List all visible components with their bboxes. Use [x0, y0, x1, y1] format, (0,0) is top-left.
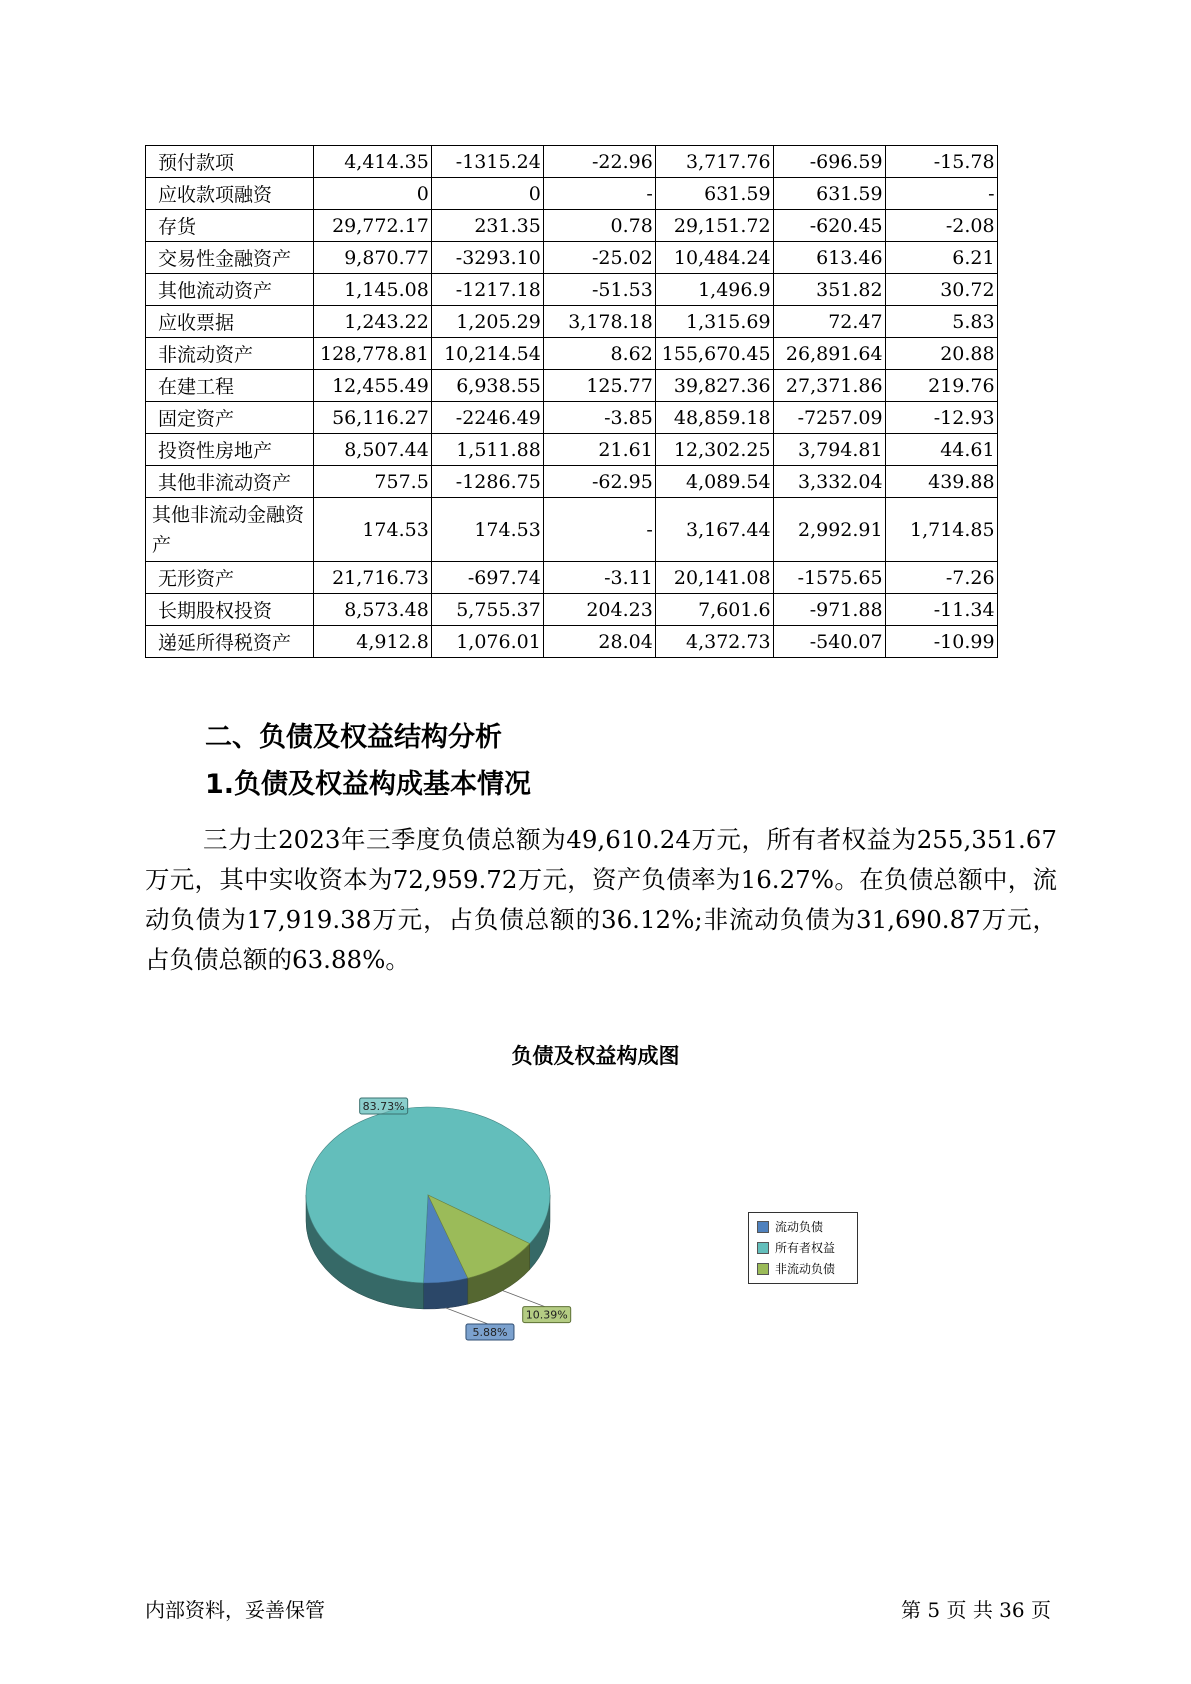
row-label: 应收票据: [146, 306, 314, 338]
table-cell: 631.59: [655, 178, 773, 210]
table-cell: 174.53: [431, 498, 543, 562]
table-row: [146, 402, 998, 434]
table-cell: -62.95: [543, 466, 655, 498]
table-cell: 20.88: [885, 338, 997, 370]
legend-swatch: [757, 1263, 769, 1275]
table-row: [146, 562, 998, 594]
table-cell: 4,414.35: [314, 146, 432, 178]
table-cell: 231.35: [431, 210, 543, 242]
row-label: 其他流动资产: [146, 274, 314, 306]
table-cell: 39,827.36: [655, 370, 773, 402]
table-cell: 56,116.27: [314, 402, 432, 434]
label-leader-line: [503, 1291, 545, 1307]
table-cell: 29,772.17: [314, 210, 432, 242]
table-cell: -11.34: [885, 594, 997, 626]
table-cell: 5.83: [885, 306, 997, 338]
body-paragraph: 三力士2023年三季度负债总额为49,610.24万元，所有者权益为255,351.67万元，其中实收资本为72,959.72万元，资产负债率为16.27%。在负债总额中，流动负债为17,919.38万元，占负债总额的36.12%;非流动负债为31,690.87万元，占负债总额的63.88%。: [145, 825, 1057, 974]
table-cell: 4,912.8: [314, 626, 432, 658]
table-cell: 3,717.76: [655, 146, 773, 178]
table-cell: 7,601.6: [655, 594, 773, 626]
table-cell: 3,332.04: [773, 466, 885, 498]
table-cell: -1315.24: [431, 146, 543, 178]
footer-note: 内部资料，妥善保管: [145, 1598, 325, 1622]
table-cell: 204.23: [543, 594, 655, 626]
legend-item: [757, 1258, 857, 1279]
table-cell: 1,243.22: [314, 306, 432, 338]
table-cell: 1,511.88: [431, 434, 543, 466]
table-cell: 29,151.72: [655, 210, 773, 242]
table-cell: 0: [431, 178, 543, 210]
row-label: 其他非流动资产: [146, 466, 314, 498]
table-cell: 28.04: [543, 626, 655, 658]
table-cell: 1,714.85: [885, 498, 997, 562]
table-cell: 1,076.01: [431, 626, 543, 658]
table-cell: 4,372.73: [655, 626, 773, 658]
table-cell: 613.46: [773, 242, 885, 274]
table-cell: 10,214.54: [431, 338, 543, 370]
table-cell: 9,870.77: [314, 242, 432, 274]
table-cell: 12,455.49: [314, 370, 432, 402]
table-row: [146, 338, 998, 370]
table-cell: -7257.09: [773, 402, 885, 434]
row-label: 长期股权投资: [146, 594, 314, 626]
table-cell: 351.82: [773, 274, 885, 306]
table-row: [146, 370, 998, 402]
table-row: [146, 274, 998, 306]
table-cell: 8,507.44: [314, 434, 432, 466]
table-cell: 30.72: [885, 274, 997, 306]
section-heading: 二、负债及权益结构分析: [205, 722, 502, 753]
table-cell: -2.08: [885, 210, 997, 242]
table-cell: 219.76: [885, 370, 997, 402]
label-leader-line: [446, 1308, 488, 1324]
table-cell: 4,089.54: [655, 466, 773, 498]
table-cell: 0: [314, 178, 432, 210]
table-cell: -: [543, 178, 655, 210]
table-cell: 10,484.24: [655, 242, 773, 274]
table-cell: 1,315.69: [655, 306, 773, 338]
data-label: 5.88%: [472, 1326, 508, 1340]
chart-title: 负债及权益构成图: [511, 1044, 680, 1068]
table-cell: 12,302.25: [655, 434, 773, 466]
row-label: 其他非流动金融资产: [146, 498, 314, 562]
table-cell: -2246.49: [431, 402, 543, 434]
legend-swatch: [757, 1221, 769, 1233]
table-cell: 21.61: [543, 434, 655, 466]
table-cell: -540.07: [773, 626, 885, 658]
table-row: [146, 466, 998, 498]
table-cell: -3.85: [543, 402, 655, 434]
table-cell: 26,891.64: [773, 338, 885, 370]
table-cell: 3,167.44: [655, 498, 773, 562]
table-cell: -1286.75: [431, 466, 543, 498]
row-label: 交易性金融资产: [146, 242, 314, 274]
row-label: 投资性房地产: [146, 434, 314, 466]
pie-chart: [290, 1090, 568, 1340]
data-label: 83.73%: [362, 1100, 405, 1113]
legend-swatch: [757, 1242, 769, 1254]
data-label: 10.39%: [525, 1308, 568, 1322]
table-cell: 6.21: [885, 242, 997, 274]
chart-legend: [748, 1212, 858, 1284]
table-cell: 439.88: [885, 466, 997, 498]
table-cell: 1,496.9: [655, 274, 773, 306]
table-cell: 8,573.48: [314, 594, 432, 626]
row-label: 递延所得税资产: [146, 626, 314, 658]
legend-item: [757, 1237, 857, 1258]
table-cell: -3.11: [543, 562, 655, 594]
table-cell: 128,778.81: [314, 338, 432, 370]
table-cell: 21,716.73: [314, 562, 432, 594]
legend-label: 非流动负债: [775, 1262, 836, 1276]
table-cell: 1,205.29: [431, 306, 543, 338]
row-label: 无形资产: [146, 562, 314, 594]
table-cell: -3293.10: [431, 242, 543, 274]
table-row: [146, 594, 998, 626]
table-cell: -696.59: [773, 146, 885, 178]
section-subheading: 1.负债及权益构成基本情况: [205, 769, 532, 800]
table-cell: 44.61: [885, 434, 997, 466]
row-label: 应收款项融资: [146, 178, 314, 210]
table-cell: 3,178.18: [543, 306, 655, 338]
table-cell: 8.62: [543, 338, 655, 370]
page-number: 第 5 页 共 36 页: [901, 1598, 1051, 1622]
table-cell: 6,938.55: [431, 370, 543, 402]
table-row: [146, 434, 998, 466]
table-cell: 2,992.91: [773, 498, 885, 562]
table-cell: -: [885, 178, 997, 210]
table-row: [146, 146, 998, 178]
table-cell: 72.47: [773, 306, 885, 338]
table-cell: 5,755.37: [431, 594, 543, 626]
legend-item: [757, 1216, 857, 1237]
table-cell: -620.45: [773, 210, 885, 242]
row-label: 固定资产: [146, 402, 314, 434]
row-label: 非流动资产: [146, 338, 314, 370]
legend-label: 所有者权益: [775, 1241, 836, 1255]
legend-label: 流动负债: [775, 1220, 824, 1234]
table-cell: 125.77: [543, 370, 655, 402]
table-cell: -971.88: [773, 594, 885, 626]
table-cell: 155,670.45: [655, 338, 773, 370]
table-cell: -51.53: [543, 274, 655, 306]
table-cell: -1217.18: [431, 274, 543, 306]
table-row: [146, 306, 998, 338]
table-cell: -25.02: [543, 242, 655, 274]
table-row: [146, 242, 998, 274]
table-cell: -22.96: [543, 146, 655, 178]
table-cell: -: [543, 498, 655, 562]
table-cell: -12.93: [885, 402, 997, 434]
table-cell: 174.53: [314, 498, 432, 562]
row-label: 存货: [146, 210, 314, 242]
table-cell: 27,371.86: [773, 370, 885, 402]
table-cell: -7.26: [885, 562, 997, 594]
table-cell: -1575.65: [773, 562, 885, 594]
table-cell: -697.74: [431, 562, 543, 594]
table-cell: -15.78: [885, 146, 997, 178]
table-cell: 3,794.81: [773, 434, 885, 466]
table-cell: 1,145.08: [314, 274, 432, 306]
table-cell: 757.5: [314, 466, 432, 498]
row-label: 在建工程: [146, 370, 314, 402]
table-cell: -10.99: [885, 626, 997, 658]
table-row: [146, 498, 998, 562]
row-label: 预付款项: [146, 146, 314, 178]
table-cell: 631.59: [773, 178, 885, 210]
table-row: [146, 210, 998, 242]
table-row: [146, 178, 998, 210]
table-cell: 20,141.08: [655, 562, 773, 594]
table-cell: 48,859.18: [655, 402, 773, 434]
financial-table: [145, 145, 998, 658]
table-row: [146, 626, 998, 658]
table-cell: 0.78: [543, 210, 655, 242]
